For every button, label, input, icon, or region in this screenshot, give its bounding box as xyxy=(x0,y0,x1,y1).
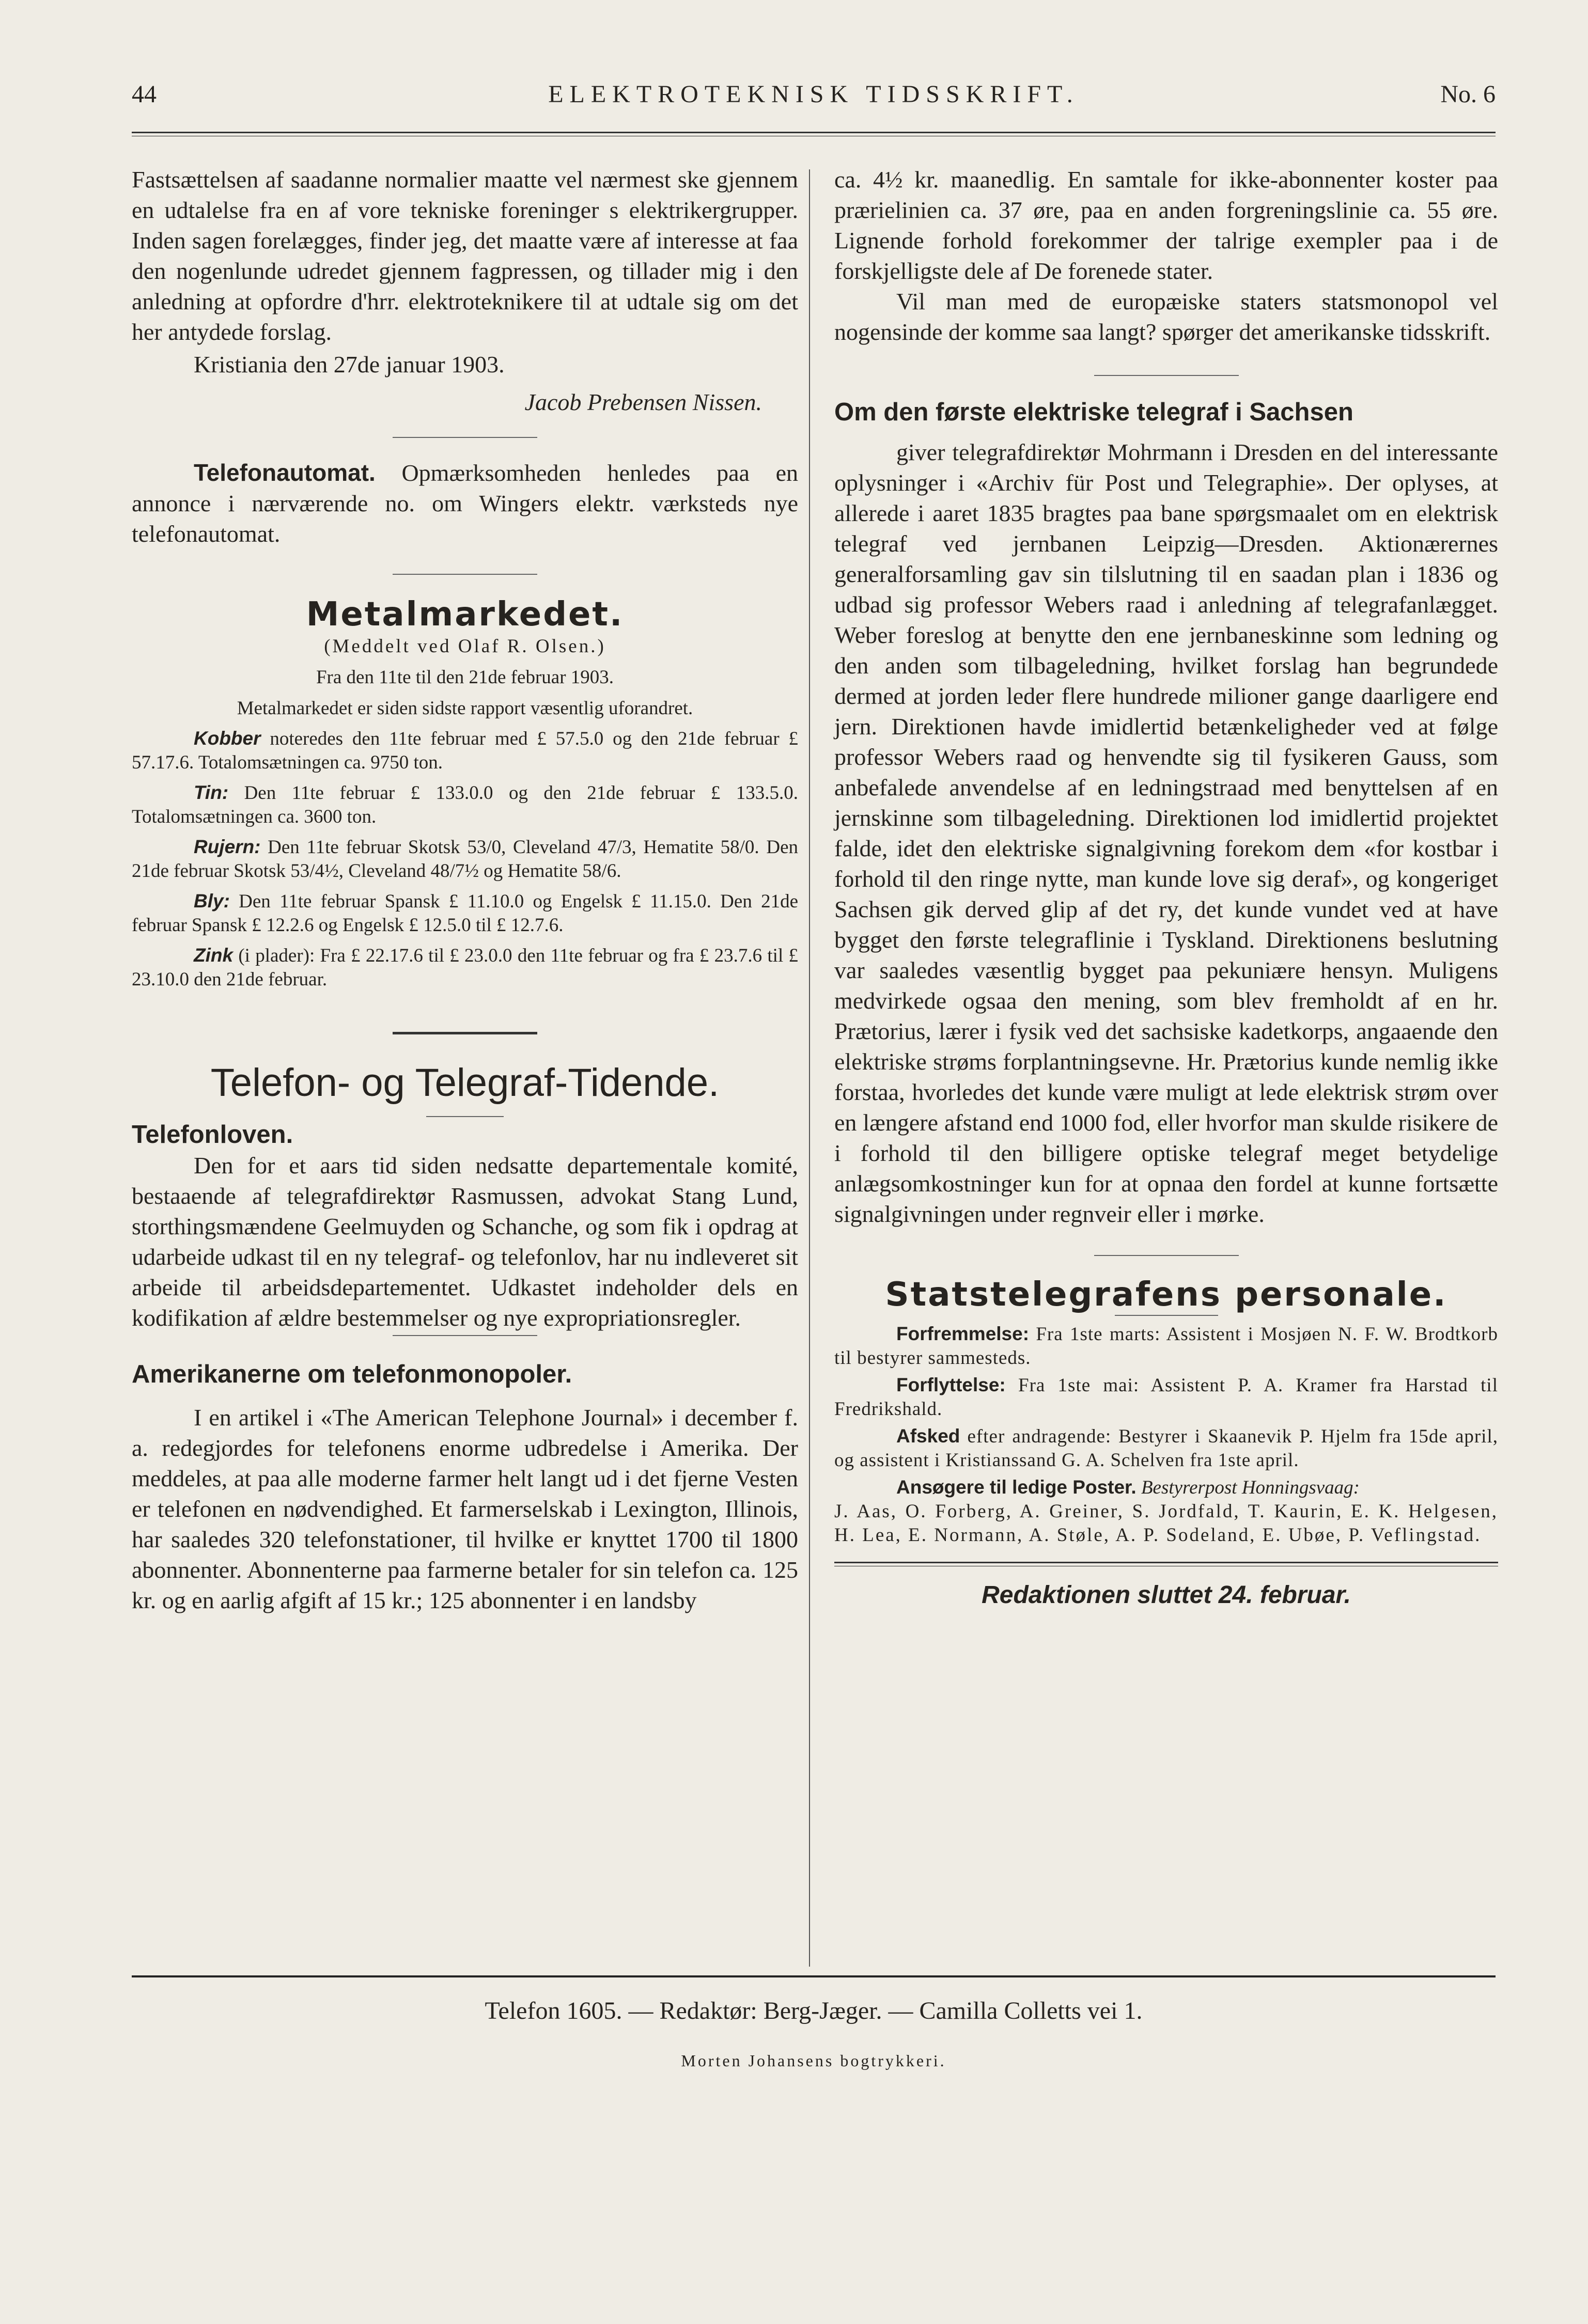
afsked-label: Afsked xyxy=(896,1425,960,1447)
issue-number: No. 6 xyxy=(1440,81,1496,108)
telefonautomat-title: Telefonautomat. xyxy=(194,459,376,486)
dateline: Kristiania den 27de januar 1903. xyxy=(194,351,505,378)
ansogere-names: J. Aas, O. Forberg, A. Greiner, S. Jordfald, T. Kaurin, E. K. Helgesen, H. Lea, E. Normann, A. Støle, A. P. Sodeland, E. Ubøe, P. Veflingstad. xyxy=(834,1501,1498,1546)
closing-note: Redaktionen sluttet 24. februar. xyxy=(982,1581,1351,1609)
zink-label: Zink xyxy=(194,945,233,966)
rujern-label: Rujern: xyxy=(194,836,261,857)
sachsen-text: giver telegrafdirektør Mohrmann i Dresden en del interessante oplysninger i «Archiv für Post und Telegraphie». Der oplyses, at allerede i aaret 1835 bragtes paa bane spørgsmaalet om en elektrisk telegraf ved jernbanen Leipzig—Dresden. Aktionærernes generalforsamling gav sin tilslutning til en saadan plan i 1836 og udbad sig professor Webers raad i anledning af telegrafanlægget. Weber foreslog at benytte den ene jernbaneskinne som ledning og den anden som tilbageledning, hvilket forslag han begrundede dermed at jorden leder flere hundrede milioner gange daarligere end jern. Direktionen havde imidlertid betænkeligheder ved at følge professor Webers raad og henvendte sig til fysikeren Gauss, som anbefalede anvendelse af en ledningstraad med benyttelsen af en jernskinne som tilbageledning. Direktionen lod imidlertid projektet falde, idet den elektriske signalgivning forekom dem «for kostbar i forhold til den ringe nytte, man kunde love sig deraf», og kongeriget Sachsen gik derved glip af det ry, det kunde vundet ved at have bygget den første telegraflinie i Tyskland. Direktionens beslutning var saaledes væsentlig bygget paa pekuniære hensyn. Muligens medvirkede ogsaa den mening, som blev fremholdt af en hr. Prætorius, lærer i fysik ved det sachsiske kadetkorps, angaaende den elektriske strøms forplantningsevne. Hr. Prætorius kunde nemlig ikke forstaa, hvorledes det kunde være muligt at lede elektrisk strøm over en længere afstand end 1000 fod, eller hvorfor man skulde risikere de i forhold til den billigere optiske telegraf meget betydelige anlægsomkostninger kun for at opnaa den fordel at kunne fortsætte signalgivningen under regnveir eller i mørke. xyxy=(834,439,1498,1227)
column-divider xyxy=(809,169,810,1967)
tin-label: Tin: xyxy=(194,782,229,803)
telefonloven-text: Den for et aars tid siden nedsatte departementale komité, bestaaende af telegrafdirektør Rasmussen, advokat Stang Lund, storthingsmændene Geelmuyden og Schanche, og som fik i opdrag at udarbeide udkast til en ny telegraf- og telefonlov, har nu indleveret sit arbeide til arbeidsdepartementet. Udkastet indeholder dels en kodifikation af ældre bestemmelser og nye expropriationsregler. xyxy=(132,1152,798,1331)
closing-rule xyxy=(834,1562,1498,1566)
section-heading: Telefon- og Telegraf-Tidende. xyxy=(210,1061,720,1105)
footer-rule xyxy=(132,1975,1496,1977)
metal-byline: (Meddelt ved Olaf R. Olsen.) xyxy=(324,636,606,657)
telefonautomat-text: Opmærksomheden henledes paa en annonce i nærværende no. om Wingers elektr. værksteds nye telefonautomat. xyxy=(132,460,798,547)
running-header xyxy=(132,80,1496,116)
telefonautomat-paragraph xyxy=(132,458,798,549)
bly-label: Bly: xyxy=(194,890,230,912)
divider xyxy=(393,1335,537,1336)
afsked-entry: Afsked efter andragende: Bestyrer i Skaanevik P. Hjelm fra 15de april, og assistent i Kristianssand G. A. Schelven fra 1ste april. xyxy=(834,1425,1498,1471)
metal-heading: Metalmarkedet. xyxy=(306,595,624,634)
printer-imprint: Morten Johansens bogtrykkeri. xyxy=(681,2051,946,2070)
forfremmelse-entry: Forfremmelse: Fra 1ste marts: Assistent i Mosjøen N. F. W. Brodtkorb til bestyrer sammesteds. xyxy=(834,1323,1498,1369)
right-column xyxy=(834,164,1498,1610)
footer-contact: Telefon 1605. — Redaktør: Berg-Jæger. — Camilla Colletts vei 1. xyxy=(485,1997,1143,2024)
metal-unchanged: Metalmarkedet er siden sidste rapport væsentlig uforandret. xyxy=(237,698,693,719)
personale-notices xyxy=(834,1322,1498,1547)
metal-report xyxy=(132,666,798,992)
signature: Jacob Prebensen Nissen. xyxy=(524,389,762,415)
sachsen-heading: Om den første elektriske telegraf i Sachsen xyxy=(834,398,1353,426)
header-rule xyxy=(132,132,1496,136)
amerikanerne-heading: Amerikanerne om telefonmonopoler. xyxy=(132,1360,572,1388)
forfremmelse-label: Forfremmelse: xyxy=(896,1323,1030,1344)
rujern-entry: Rujern: Den 11te februar Skotsk 53/0, Cleveland 47/3, Hematite 58/0. Den 21de februar Skotsk 53/4½, Cleveland 48/7½ og Hematite 58/6. xyxy=(132,836,798,882)
bly-entry: Bly: Den 11te februar Spansk £ 11.10.0 og Engelsk £ 11.15.0. Den 21de februar Spansk £ 12.2.6 og Engelsk £ 12.5.0 til £ 12.7.6. xyxy=(132,890,798,936)
divider xyxy=(393,574,537,575)
kobber-entry: Kobber noteredes den 11te februar med £ 57.5.0 og den 21de februar £ 57.17.6. Totalomsætningen ca. 9750 ton. xyxy=(132,728,798,773)
divider xyxy=(1094,375,1239,376)
forflyttelse-entry: Forflyttelse: Fra 1ste mai: Assistent P. A. Kramer fra Harstad til Fredrikshald. xyxy=(834,1374,1498,1420)
intro-paragraph: Fastsættelsen af saadanne normalier maatte vel nærmest ske gjennem en udtalelse fra en af vore tekniske foreninger s elektrikergrupper. Inden sagen forelægges, finder jeg, det maatte være af interesse at faa den nogenlunde udredet gjennem fagpressen, og tillader mig i den anledning at opfordre d'hrr. elektroteknikere til at udtale sig om det her antydede forslag. xyxy=(132,166,798,345)
metal-period: Fra den 11te til den 21de februar 1903. xyxy=(316,667,614,688)
ansogere-post: Bestyrerpost Honningsvaag: xyxy=(1136,1477,1360,1498)
question-text: Vil man med de europæiske staters statsmonopol vel nogensinde der komme saa langt? spørger det amerikanske tidsskrift. xyxy=(834,288,1498,345)
ansogere-label: Ansøgere til ledige Poster. xyxy=(896,1477,1136,1498)
ansogere-entry xyxy=(834,1475,1498,1500)
page-number: 44 xyxy=(132,81,157,108)
continued-text: ca. 4½ kr. maanedlig. En samtale for ikke-abonnenter koster paa prærielinien ca. 37 øre, paa en anden forgreningslinie ca. 55 øre. Lignende forhold forekommer der talrige exempler paa i de forskjelligste dele af De forenede stater. xyxy=(834,166,1498,284)
kobber-label: Kobber xyxy=(194,728,261,749)
forflyttelse-label: Forflyttelse: xyxy=(896,1374,1006,1395)
zink-entry: Zink (i plader): Fra £ 22.17.6 til £ 23.0.0 den 11te februar og fra £ 23.7.6 til £ 23.10.0 den 21de februar. xyxy=(132,945,798,990)
section-rule xyxy=(393,1032,537,1034)
telefonloven-heading: Telefonloven. xyxy=(132,1121,293,1149)
amerikanerne-text: I en artikel i «The American Telephone Journal» i december f. a. redegjordes for telefonens enorme udbredelse i Amerika. Der meddeles, at paa alle moderne farmer helt langt ud i det fjerne Vesten er telefonen en nødvendighed. Et farmerselskab i Lexington, Illinois, har saaledes 320 telefonstationer, til hvilke er knyttet 1700 til 1800 abonnenter. Abonnenterne paa farmerne betaler for sin telefon ca. 125 kr. og en aarlig afgift af 15 kr.; 125 abonnenter i en landsby xyxy=(132,1404,798,1613)
personale-heading: Statstelegrafens personale. xyxy=(885,1276,1447,1314)
left-column xyxy=(132,164,798,1615)
divider xyxy=(1094,1255,1239,1256)
journal-title: ELEKTROTEKNISK TIDSSKRIFT. xyxy=(548,81,1079,108)
divider xyxy=(1115,1315,1218,1316)
divider xyxy=(393,437,537,438)
tin-entry: Tin: Den 11te februar £ 133.0.0 og den 21de februar £ 133.5.0. Totalomsætningen ca. 3600 ton. xyxy=(132,782,798,827)
divider xyxy=(426,1116,504,1117)
